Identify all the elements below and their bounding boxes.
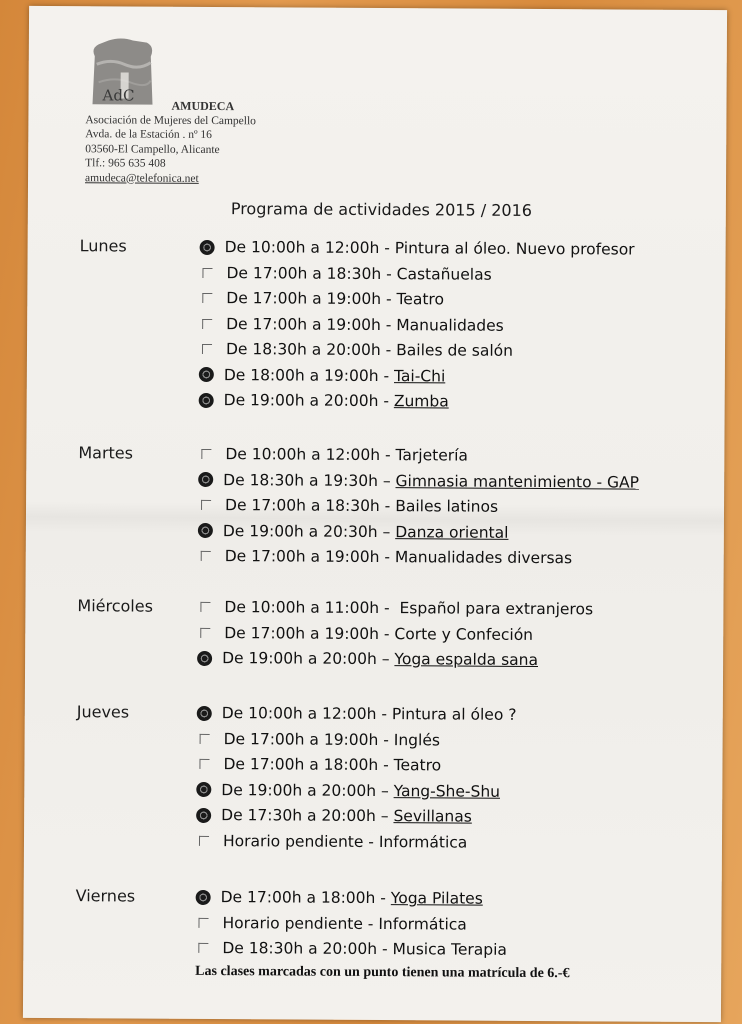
- checkbox-icon: [198, 917, 208, 927]
- activity-name: Pintura al óleo ?: [391, 705, 517, 724]
- time-range: Horario pendiente -: [222, 831, 379, 851]
- time-range: De 17:00h a 18:00h -: [220, 888, 391, 908]
- activity-name: Bailes latinos: [395, 497, 499, 516]
- time-range: Horario pendiente -: [222, 913, 379, 933]
- time-range: De 17:30h a 20:00h –: [221, 806, 394, 826]
- checkbox-icon: [202, 267, 212, 277]
- activity-row: [199, 260, 491, 286]
- day-label: Miércoles: [77, 596, 154, 616]
- activity-row: [197, 620, 533, 646]
- checkbox-icon: [200, 733, 210, 743]
- activity-row: [198, 518, 509, 544]
- activity-name: Bailes de salón: [396, 341, 514, 360]
- checkbox-icon: [201, 551, 211, 561]
- activity-name: Teatro: [396, 290, 445, 309]
- activity-row: [198, 544, 573, 570]
- enrollment-dot-icon: [197, 705, 212, 720]
- activity-name: Danza oriental: [395, 522, 509, 542]
- time-range: De 17:00h a 19:00h -: [223, 729, 394, 749]
- day-label: Martes: [78, 443, 134, 463]
- time-range: De 19:00h a 20:00h -: [223, 391, 394, 411]
- day-label: Lunes: [79, 236, 127, 256]
- activity-name: Informática: [378, 832, 468, 852]
- activity-row: [196, 828, 467, 854]
- time-range: De 18:30h a 20:00h -: [222, 939, 393, 959]
- activity-row: [196, 885, 483, 911]
- day-label: Jueves: [76, 702, 130, 722]
- time-range: De 19:00h a 20:30h –: [222, 521, 396, 541]
- day-label: Viernes: [75, 886, 136, 906]
- activity-row: [199, 286, 444, 311]
- checkbox-icon: [201, 500, 211, 510]
- org-line: Avda. de la Estación . nº 16: [85, 128, 212, 141]
- activity-row: [198, 493, 498, 519]
- activity-name: Gimnasia mantenimiento - GAP: [395, 471, 640, 492]
- checkbox-icon: [202, 318, 212, 328]
- activity-row: [197, 726, 440, 751]
- enrollment-dot-icon: [200, 239, 215, 254]
- checkbox-icon: [202, 344, 212, 354]
- activity-name: Español para extranjeros: [399, 599, 594, 619]
- activity-name: Zumba: [393, 392, 449, 411]
- activity-name: Castañuelas: [396, 264, 492, 284]
- activity-name: Tai-Chi: [393, 366, 446, 385]
- time-range: De 19:00h a 20:00h –: [221, 780, 394, 800]
- activity-row: [198, 442, 468, 468]
- time-range: De 17:00h a 19:00h -: [226, 289, 397, 309]
- activity-row: [200, 235, 635, 262]
- footer-note: Las clases marcadas con un punto tienen una matrícula de 6.-€: [195, 963, 570, 982]
- activity-row: [199, 311, 504, 337]
- activity-row: [196, 752, 441, 777]
- activity-row: [199, 388, 449, 414]
- time-range: De 17:00h a 19:00h -: [224, 623, 395, 643]
- time-range: De 17:00h a 19:00h -: [226, 314, 397, 334]
- activity-row: [199, 337, 513, 363]
- enrollment-dot-icon: [196, 889, 211, 904]
- activity-name: Manualidades diversas: [394, 548, 573, 568]
- activity-name: Pintura al óleo. Nuevo profesor: [394, 239, 635, 259]
- checkbox-icon: [198, 943, 208, 953]
- time-range: De 17:00h a 18:00h -: [223, 755, 394, 775]
- activity-name: Yoga espalda sana: [394, 650, 539, 669]
- org-name: AMUDECA: [171, 98, 235, 114]
- time-range: De 19:00h a 20:00h –: [222, 649, 395, 669]
- time-range: De 17:00h a 19:00h -: [224, 547, 395, 567]
- logo-lettering: AdC: [102, 86, 135, 105]
- activity-row: [198, 467, 639, 494]
- activity-name: Informática: [378, 914, 467, 934]
- time-range: De 10:00h a 12:00h -: [225, 445, 396, 465]
- program-title: Programa de actividades 2015 / 2016: [230, 199, 533, 220]
- activity-name: Teatro: [393, 756, 442, 775]
- org-info: [85, 98, 256, 186]
- activity-row: [199, 362, 446, 388]
- activity-name: Yang-She-Shu: [393, 781, 501, 801]
- checkbox-icon: [201, 449, 211, 459]
- activity-row: [195, 910, 466, 936]
- activity-row: [196, 803, 472, 829]
- checkbox-icon: [199, 835, 209, 845]
- org-line: Asociación de Mujeres del Campello: [85, 113, 256, 127]
- time-range: De 18:30h a 20:00h -: [225, 340, 397, 360]
- activity-name: Musica Terapia: [392, 940, 508, 959]
- activity-row: [197, 646, 538, 672]
- flyer-sheet: [23, 6, 727, 1022]
- activity-row: [197, 701, 517, 727]
- time-range: De 18:30h a 19:30h –: [223, 470, 396, 490]
- activity-name: Inglés: [393, 730, 441, 749]
- org-phone: Tlf.: 965 635 408: [85, 157, 166, 170]
- time-range: De 10:00h a 12:00h -: [224, 238, 395, 258]
- time-range: De 17:00h a 18:30h -: [224, 496, 396, 516]
- checkbox-icon: [202, 293, 212, 303]
- activity-name: Manualidades: [396, 315, 504, 335]
- enrollment-dot-icon: [199, 392, 214, 407]
- checkbox-icon: [200, 602, 210, 612]
- activity-row: [197, 595, 593, 621]
- tower-logo-icon: [80, 34, 160, 106]
- activity-name: Sevillanas: [393, 807, 472, 826]
- enrollment-dot-icon: [196, 782, 211, 797]
- enrollment-dot-icon: [196, 807, 211, 822]
- activity-row: [196, 777, 500, 803]
- time-range: De 17:00h a 18:30h -: [226, 263, 397, 283]
- activity-name: Yoga Pilates: [390, 889, 483, 908]
- time-range: De 18:00h a 19:00h -: [223, 365, 395, 385]
- org-email: amudeca@telefonica.net: [85, 171, 199, 185]
- enrollment-dot-icon: [198, 523, 213, 538]
- activity-row: [195, 936, 507, 962]
- activity-name: Corte y Confeción: [394, 624, 534, 644]
- enrollment-dot-icon: [198, 472, 213, 487]
- time-range: De 10:00h a 11:00h -: [224, 598, 400, 618]
- time-range: De 10:00h a 12:00h -: [221, 704, 393, 724]
- activity-name: Tarjetería: [395, 446, 469, 465]
- org-line: 03560-El Campello, Alicante: [85, 142, 220, 156]
- enrollment-dot-icon: [197, 650, 212, 665]
- enrollment-dot-icon: [199, 367, 214, 382]
- checkbox-icon: [200, 627, 210, 637]
- checkbox-icon: [199, 759, 209, 769]
